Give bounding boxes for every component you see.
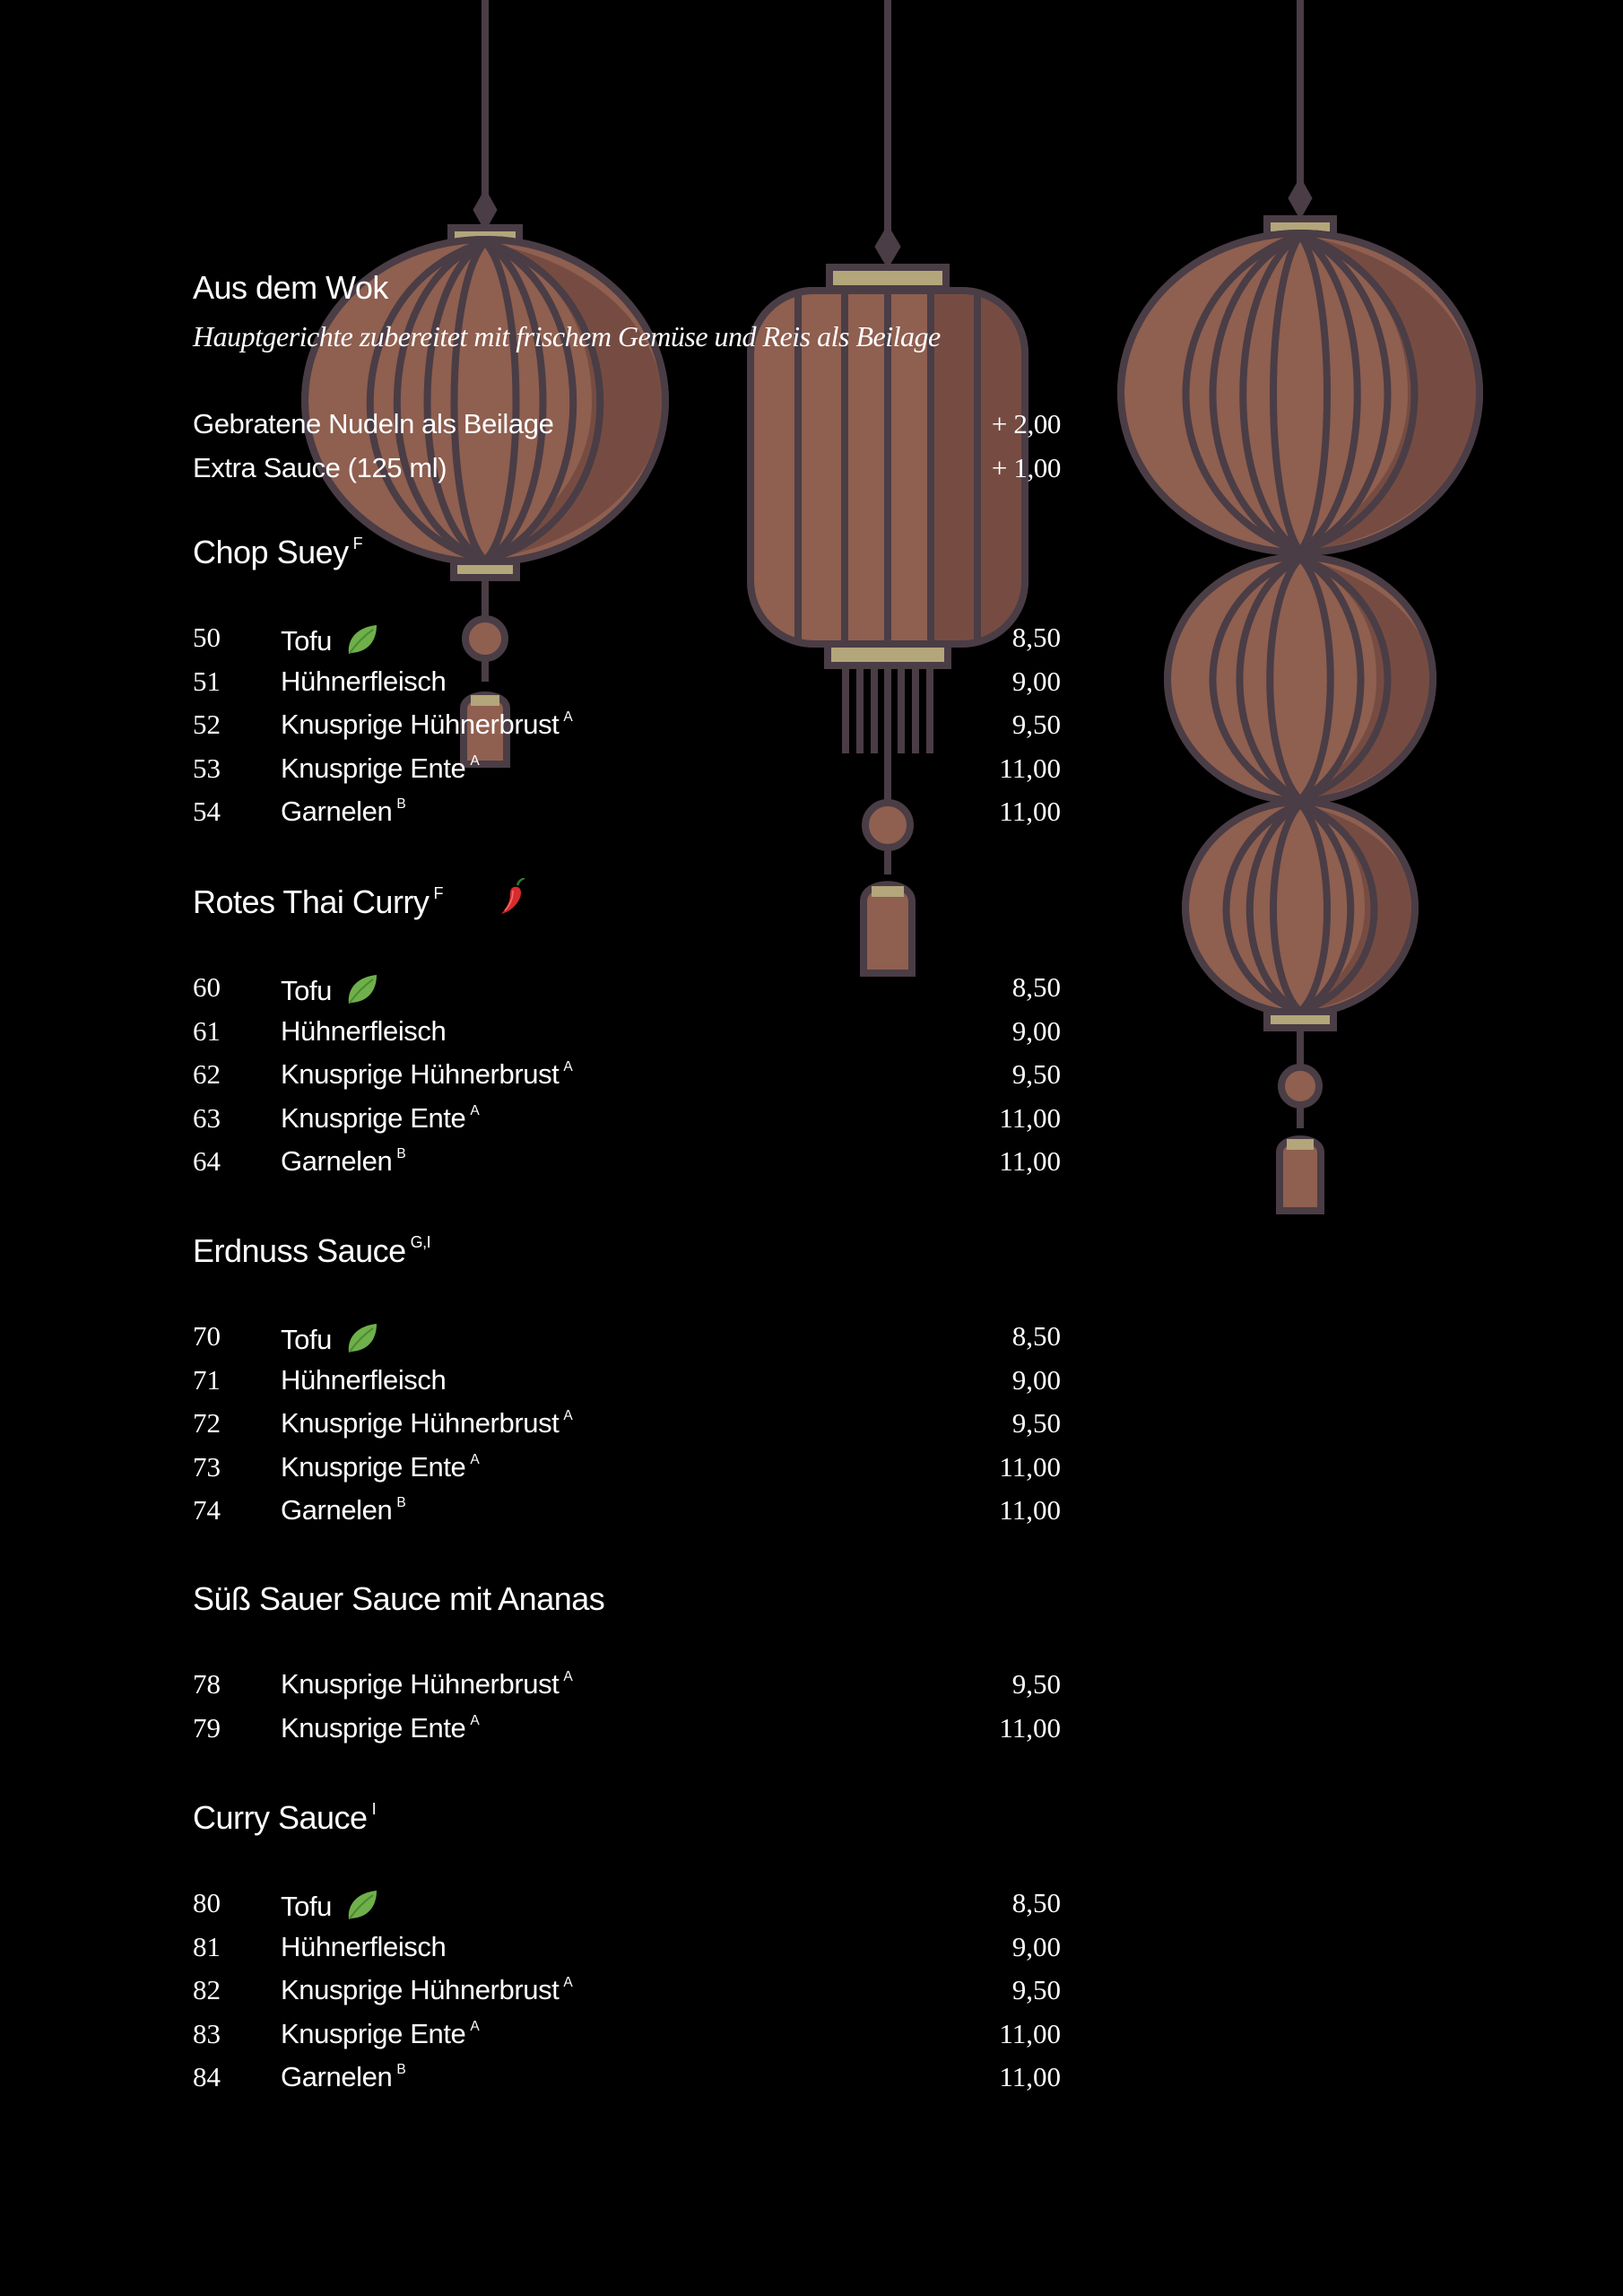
allergen-marker: G,I	[410, 1232, 431, 1251]
item-number: 72	[193, 1407, 221, 1439]
menu-item	[193, 1407, 1061, 1447]
allergen-marker: A	[470, 1102, 480, 1118]
item-number: 80	[193, 1887, 221, 1918]
item-price: 11,00	[999, 1450, 1061, 1483]
item-name-text: Tofu	[281, 1891, 332, 1922]
item-name-text: Tofu	[281, 625, 332, 657]
item-price: 9,00	[1011, 1930, 1061, 1962]
item-price: 11,00	[999, 752, 1061, 784]
item-name	[281, 1931, 446, 1963]
item-price: 9,00	[1011, 665, 1061, 697]
item-name-text: Garnelen	[281, 796, 393, 828]
menu-item	[193, 1145, 1061, 1185]
allergen-marker: B	[396, 1495, 406, 1511]
item-name	[281, 1364, 446, 1396]
item-name-text: Knusprige Ente	[281, 1101, 466, 1134]
chili-icon	[498, 878, 528, 916]
item-name	[281, 1712, 479, 1744]
menu-item	[193, 1931, 1061, 1970]
item-name	[281, 2018, 479, 2050]
menu-item	[193, 665, 1061, 705]
item-price: 9,50	[1011, 709, 1061, 741]
menu-item	[193, 2061, 1061, 2100]
extra-price: + 2,00	[991, 408, 1061, 439]
item-number: 73	[193, 1450, 221, 1483]
item-name	[281, 1668, 572, 1700]
item-number: 51	[193, 665, 221, 697]
item-number: 53	[193, 752, 221, 784]
extra-price: + 1,00	[991, 452, 1061, 483]
menu-item	[193, 1887, 1061, 1926]
allergen-marker: F	[433, 883, 443, 902]
leaf-icon	[344, 1320, 380, 1356]
leaf-icon	[344, 1887, 380, 1923]
allergen-marker: I	[371, 1799, 377, 1818]
leaf-icon	[344, 971, 380, 1007]
section-title	[193, 883, 443, 921]
item-name	[281, 709, 572, 741]
allergen-marker: B	[396, 796, 406, 813]
allergen-marker: B	[396, 2062, 406, 2078]
item-name	[281, 1974, 572, 2006]
item-name	[281, 1887, 380, 1923]
item-name-text: Hühnerfleisch	[281, 1930, 447, 1962]
section-title	[193, 1580, 604, 1618]
allergen-marker: B	[396, 1146, 406, 1162]
menu-item	[193, 1320, 1061, 1360]
item-name-text: Hühnerfleisch	[281, 1014, 447, 1047]
section-title	[193, 534, 362, 571]
section-title-text: Chop Suey	[193, 534, 349, 570]
item-name-text: Hühnerfleisch	[281, 665, 447, 697]
item-number: 83	[193, 2017, 221, 2049]
menu-item	[193, 1712, 1061, 1752]
allergen-marker: A	[470, 1712, 480, 1728]
item-price: 11,00	[999, 2061, 1061, 2093]
item-name	[281, 1320, 380, 1356]
item-name	[281, 622, 380, 657]
item-name-text: Garnelen	[281, 1145, 393, 1178]
menu-item	[193, 1015, 1061, 1055]
menu-item	[193, 1451, 1061, 1491]
allergen-marker: A	[563, 709, 573, 726]
section-title-text: Curry Sauce	[193, 1799, 368, 1836]
item-name	[281, 665, 446, 698]
item-number: 64	[193, 1145, 221, 1178]
item-price: 11,00	[999, 1494, 1061, 1526]
item-name-text: Tofu	[281, 1324, 332, 1355]
extra-label: Gebratene Nudeln als Beilage	[193, 408, 554, 439]
extra-item	[193, 452, 1061, 491]
menu-item	[193, 971, 1061, 1011]
item-price: 11,00	[999, 1101, 1061, 1134]
item-number: 52	[193, 709, 221, 741]
item-number: 61	[193, 1014, 221, 1047]
page-title: Aus dem Wok	[193, 269, 388, 306]
item-name-text: Knusprige Hühnerbrust	[281, 1668, 560, 1700]
allergen-marker: A	[563, 1669, 573, 1685]
allergen-marker: A	[470, 2018, 480, 2034]
item-number: 50	[193, 622, 221, 653]
item-number: 78	[193, 1668, 221, 1700]
menu-item	[193, 2018, 1061, 2057]
item-price: 9,50	[1011, 1058, 1061, 1091]
item-name	[281, 1145, 405, 1178]
allergen-marker: A	[470, 752, 480, 769]
menu-item	[193, 622, 1061, 661]
section-title-text: Süß Sauer Sauce mit Ananas	[193, 1580, 605, 1617]
item-name	[281, 1015, 446, 1048]
menu-item	[193, 1102, 1061, 1142]
allergen-marker: F	[352, 534, 363, 552]
menu-item	[193, 1364, 1061, 1404]
item-number: 84	[193, 2061, 221, 2093]
item-name-text: Knusprige Ente	[281, 1711, 466, 1744]
item-name-text: Knusprige Hühnerbrust	[281, 1407, 560, 1439]
extra-item	[193, 408, 1061, 448]
item-number: 82	[193, 1974, 221, 2006]
item-price: 8,50	[1011, 1320, 1061, 1352]
item-price: 9,50	[1011, 1407, 1061, 1439]
item-price: 8,50	[1011, 1887, 1061, 1918]
item-name-text: Knusprige Hühnerbrust	[281, 1974, 560, 2006]
menu-item	[193, 1668, 1061, 1708]
item-name	[281, 1451, 479, 1483]
item-name	[281, 1407, 572, 1439]
item-name-text: Tofu	[281, 975, 332, 1006]
section-title-text: Rotes Thai Curry	[193, 883, 430, 920]
item-name-text: Knusprige Ente	[281, 2017, 466, 2049]
item-name-text: Knusprige Hühnerbrust	[281, 709, 560, 741]
item-name-text: Garnelen	[281, 1494, 393, 1526]
menu-item	[193, 752, 1061, 792]
menu-item	[193, 1058, 1061, 1098]
item-number: 63	[193, 1101, 221, 1134]
item-number: 70	[193, 1320, 221, 1352]
item-price: 9,00	[1011, 1014, 1061, 1047]
item-price: 11,00	[999, 796, 1061, 828]
item-name	[281, 971, 380, 1007]
item-number: 60	[193, 971, 221, 1003]
item-name	[281, 796, 405, 828]
extra-label: Extra Sauce (125 ml)	[193, 452, 447, 483]
leaf-icon	[344, 622, 380, 657]
menu-item	[193, 1974, 1061, 2013]
item-price: 9,50	[1011, 1974, 1061, 2006]
item-price: 11,00	[999, 1145, 1061, 1178]
allergen-marker: A	[563, 1059, 573, 1075]
section-title-text: Erdnuss Sauce	[193, 1232, 406, 1269]
item-name-text: Knusprige Ente	[281, 1450, 466, 1483]
item-name-text: Garnelen	[281, 2061, 393, 2093]
item-number: 71	[193, 1363, 221, 1396]
item-price: 9,50	[1011, 1668, 1061, 1700]
item-name-text: Knusprige Ente	[281, 752, 466, 784]
menu-item	[193, 796, 1061, 835]
allergen-marker: A	[470, 1451, 480, 1467]
item-number: 79	[193, 1711, 221, 1744]
item-price: 11,00	[999, 2017, 1061, 2049]
item-name	[281, 1102, 479, 1135]
allergen-marker: A	[563, 1408, 573, 1424]
lantern-icon	[1121, 0, 1480, 1211]
item-number: 62	[193, 1058, 221, 1091]
item-name	[281, 1058, 572, 1091]
item-name	[281, 752, 479, 785]
item-price: 11,00	[999, 1711, 1061, 1744]
section-title	[193, 1799, 376, 1837]
item-number: 81	[193, 1930, 221, 1962]
item-name-text: Knusprige Hühnerbrust	[281, 1058, 560, 1091]
item-number: 74	[193, 1494, 221, 1526]
item-name	[281, 2061, 405, 2093]
item-price: 8,50	[1011, 971, 1061, 1003]
menu-item	[193, 1494, 1061, 1534]
item-name	[281, 1494, 405, 1526]
page-subtitle: Hauptgerichte zubereitet mit frischem Gemüse und Reis als Beilage	[193, 320, 941, 352]
section-title	[193, 1232, 430, 1270]
menu-item	[193, 709, 1061, 748]
allergen-marker: A	[563, 1975, 573, 1991]
item-number: 54	[193, 796, 221, 828]
item-price: 9,00	[1011, 1363, 1061, 1396]
item-name-text: Hühnerfleisch	[281, 1363, 447, 1396]
item-price: 8,50	[1011, 622, 1061, 653]
